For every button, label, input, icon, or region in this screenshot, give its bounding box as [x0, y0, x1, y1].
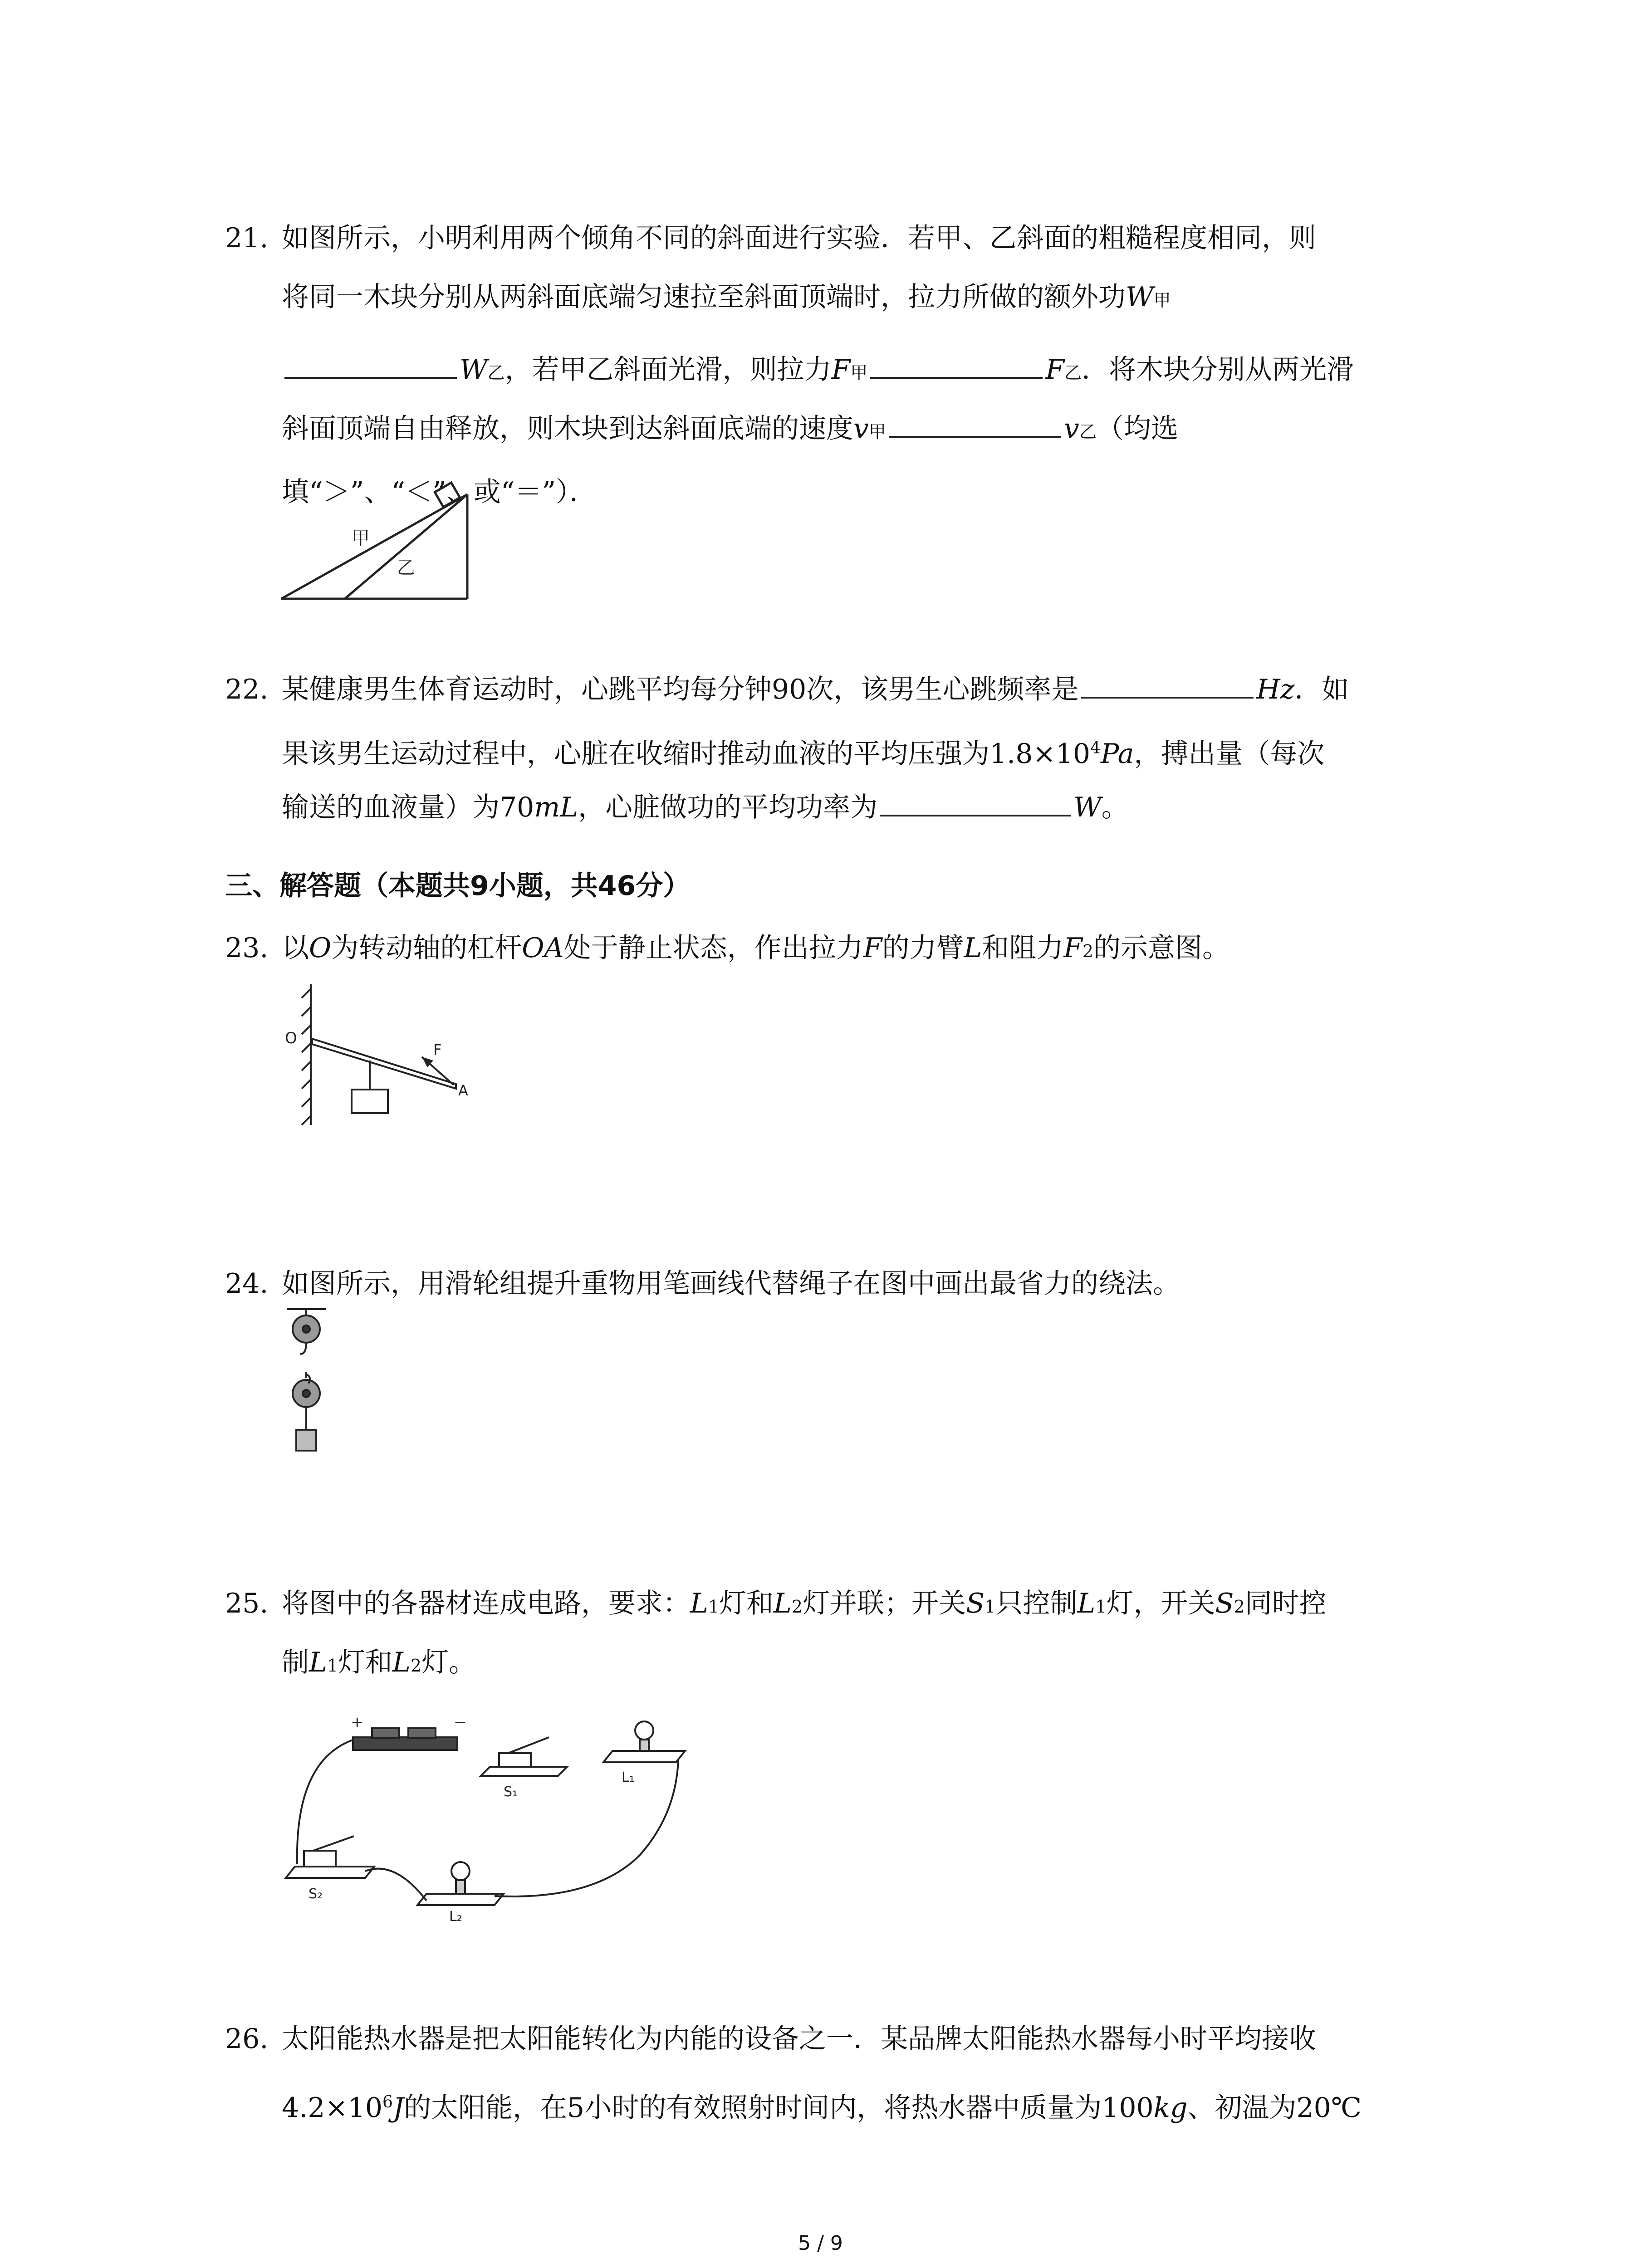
switch-S1-label: S₁ [504, 1784, 518, 1800]
lamp-L1-label: L₁ [622, 1769, 635, 1785]
answer-blank-3[interactable] [889, 409, 1061, 438]
lever-label-A: A [458, 1082, 468, 1099]
q26-line-1: 太阳能热水器是把太阳能转化为内能的设备之一．某品牌太阳能热水器每小时平均接收 [282, 2023, 1316, 2055]
q22-line-3: 输送的血液量）为70mL，心脏做功的平均功率为 W。 [282, 778, 1129, 837]
q21-line-5: 填“＞”、“＜”、或“＝”）． [282, 476, 597, 508]
section-heading: 三、解答题（本题共9小题，共46分） [225, 870, 691, 902]
q23-line-1: 以O为转动轴的杠杆OA处于静止状态，作出拉力F的力臂L和阻力F2的示意图。 [282, 932, 1230, 964]
q26-line-2: $4.2\times 10^6J$的太阳能，在5小时的有效照射时间内，将热水器中质量为100kg、初温为20℃ [282, 2092, 1362, 2124]
page-number: 5 / 9 [798, 2232, 843, 2255]
circuit-figure [277, 1710, 712, 1923]
battery [353, 1737, 457, 1750]
pulley-figure [281, 1306, 331, 1474]
question-number: 25. [225, 1588, 269, 1619]
q25-line-1: 将图中的各器材连成电路，要求：L1灯和L2灯并联；开关S1只控制L1灯，开关S2同时控 [282, 1588, 1327, 1619]
battery-plus-label: + [351, 1713, 364, 1731]
incline-figure [277, 476, 481, 608]
lever-label-O: O [285, 1029, 297, 1047]
answer-blank-5[interactable] [880, 787, 1071, 816]
lever-label-F: F [433, 1041, 442, 1058]
answer-blank-4[interactable] [1081, 670, 1254, 699]
q24-line-1: 如图所示，用滑轮组提升重物用笔画线代替绳子在图中画出最省力的绕法。 [282, 1268, 1180, 1300]
answer-blank-2[interactable] [870, 350, 1043, 379]
q21-line-2: 将同一木块分别从两斜面底端匀速拉至斜面顶端时，拉力所做的额外功W甲 [282, 281, 1171, 313]
incline-label-jia: 甲 [352, 528, 370, 549]
lamp-L2-label: L₂ [449, 1909, 462, 1923]
incline-label-yi: 乙 [397, 557, 415, 578]
lever-figure [277, 980, 485, 1134]
q25-line-2: 制L1灯和L2灯。 [282, 1647, 476, 1678]
question-number: 23. [225, 932, 269, 964]
q21-line-3: W乙，若甲乙斜面光滑，则拉力F甲 F乙．将木块分别从两光滑 [282, 340, 1354, 402]
switch-S2-label: S₂ [309, 1886, 323, 1902]
battery-minus-label: − [454, 1713, 467, 1731]
q22-line-1: 某健康男生体育运动时，心跳平均每分钟90次，该男生心跳频率是 Hz．如 [282, 660, 1349, 719]
answer-blank-1[interactable] [284, 350, 457, 379]
question-number: 24. [225, 1268, 269, 1300]
q21-line-4: 斜面顶端自由释放，则木块到达斜面底端的速度v甲 v乙（均选 [282, 399, 1178, 461]
q22-line-2: 果该男生运动过程中，心脏在收缩时推动血液的平均压强为$1.8\times 10^4Pa$，搏出量（每次 [282, 738, 1325, 770]
question-number: 21. [225, 222, 269, 254]
question-number: 26. [225, 2023, 269, 2055]
q21-line-1: 如图所示，小明利用两个倾角不同的斜面进行实验．若甲、乙斜面的粗糙程度相同，则 [282, 222, 1316, 254]
question-number: 22. [225, 674, 269, 705]
